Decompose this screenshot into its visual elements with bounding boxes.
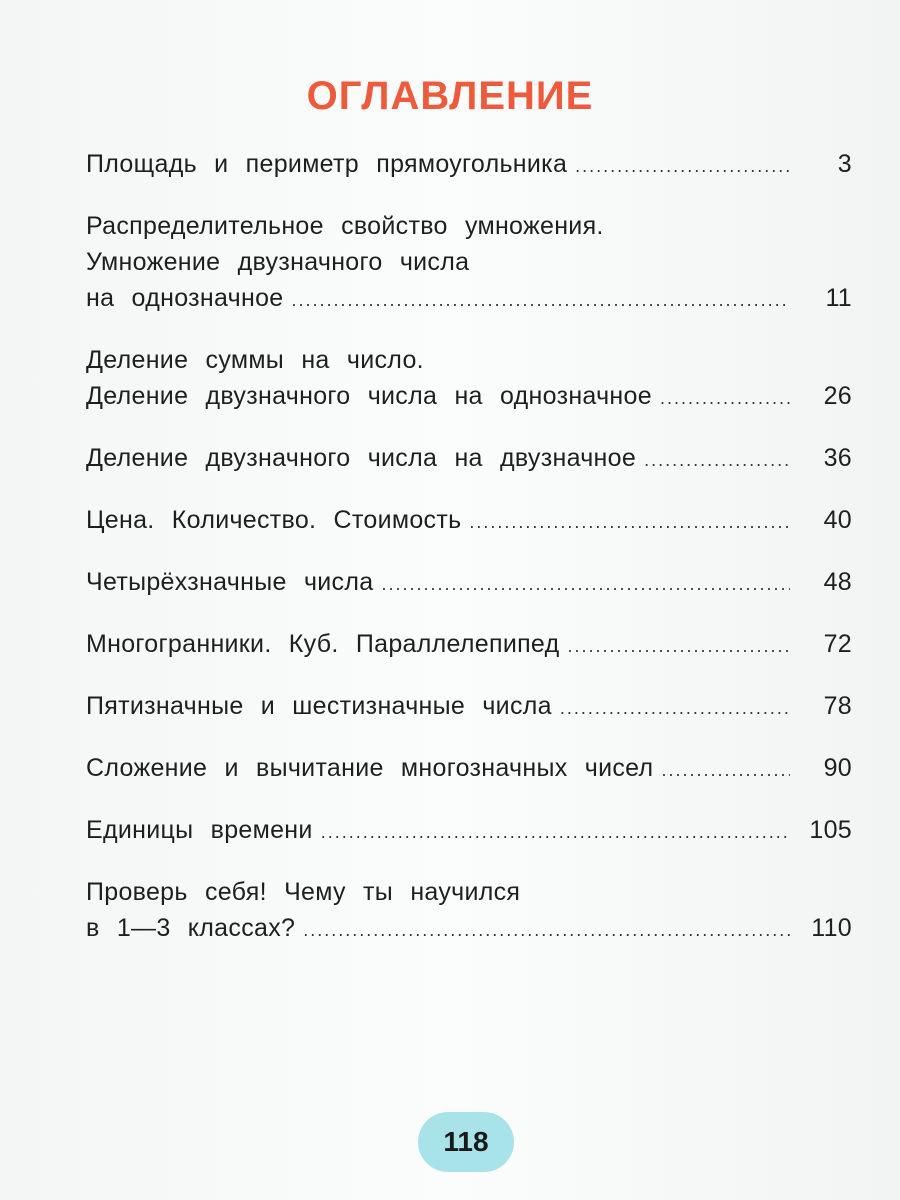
toc-entry-line: Сложение и вычитание многозначных чисел [86,754,654,782]
dot-leader [644,442,790,478]
dot-leader [560,690,790,726]
dot-leader [575,148,790,184]
toc-entry-last-line [86,146,852,184]
toc-entry-last-line [86,440,852,478]
page-number-badge: 118 [418,1112,514,1172]
toc-entry-last-line [86,280,852,318]
toc-entry-line: Площадь и периметр прямоугольника [86,150,568,178]
toc-entry-line: на однозначное [86,284,284,312]
toc-entry-page: 72 [823,630,852,658]
toc-entry-page: 3 [837,150,852,178]
toc-entry-page: 48 [823,568,852,596]
toc-entry-last-line [86,626,852,664]
toc-entry-page: 105 [809,816,852,844]
toc-entry-page: 110 [811,914,852,942]
toc-entry [86,874,852,948]
toc-entry-last-line [86,502,852,540]
toc-entry-line: Четырёхзначные числа [86,568,374,596]
toc-entry-line: Деление двузначного числа на двузначное [86,444,637,472]
toc-entry [86,626,852,664]
toc-entry-last-line [86,910,852,948]
dot-leader [381,566,790,602]
dot-leader [661,752,790,788]
toc-entry-page: 36 [823,444,852,472]
dot-leader [303,912,790,948]
toc-entry-line: Деление двузначного числа на однозначное [86,382,652,410]
toc-entry-line: Проверь себя! Чему ты научился [86,878,521,906]
toc-entry [86,146,852,184]
toc-entry-page: 40 [823,506,852,534]
toc-entry-last-line [86,564,852,602]
toc-entry-line: Цена. Количество. Стоимость [86,506,462,534]
dot-leader [660,380,790,416]
toc-entry-last-line [86,378,852,416]
toc-entry-last-line [86,812,852,850]
toc-entry [86,440,852,478]
toc-entry [86,502,852,540]
toc-entry-line: Умножение двузначного числа [86,248,470,276]
toc-entry-line: Пятизначные и шестизначные числа [86,692,552,720]
toc-entry [86,688,852,726]
dot-leader [469,504,790,540]
toc-entry-line: в 1—3 классах? [86,914,296,942]
dot-leader [321,814,790,850]
toc-entry [86,750,852,788]
toc-entry-line: Многогранники. Куб. Параллелепипед [86,630,560,658]
toc-entry-page: 90 [823,754,852,782]
toc-entry-line: Распределительное свойство умножения. [86,212,604,240]
table-of-contents [86,146,852,972]
toc-entry-page: 26 [823,382,852,410]
page-title: ОГЛАВЛЕНИЕ [306,74,594,118]
toc-entry [86,812,852,850]
toc-entry-last-line [86,750,852,788]
toc-entry-line: Деление суммы на число. [86,346,424,374]
toc-entry [86,564,852,602]
toc-entry-page: 78 [823,692,852,720]
dot-leader [292,282,791,318]
toc-entry-page: 11 [825,284,852,312]
dot-leader [567,628,790,664]
toc-entry [86,342,852,416]
toc-entry-last-line [86,688,852,726]
toc-entry-line: Единицы времени [86,816,313,844]
toc-entry [86,208,852,318]
